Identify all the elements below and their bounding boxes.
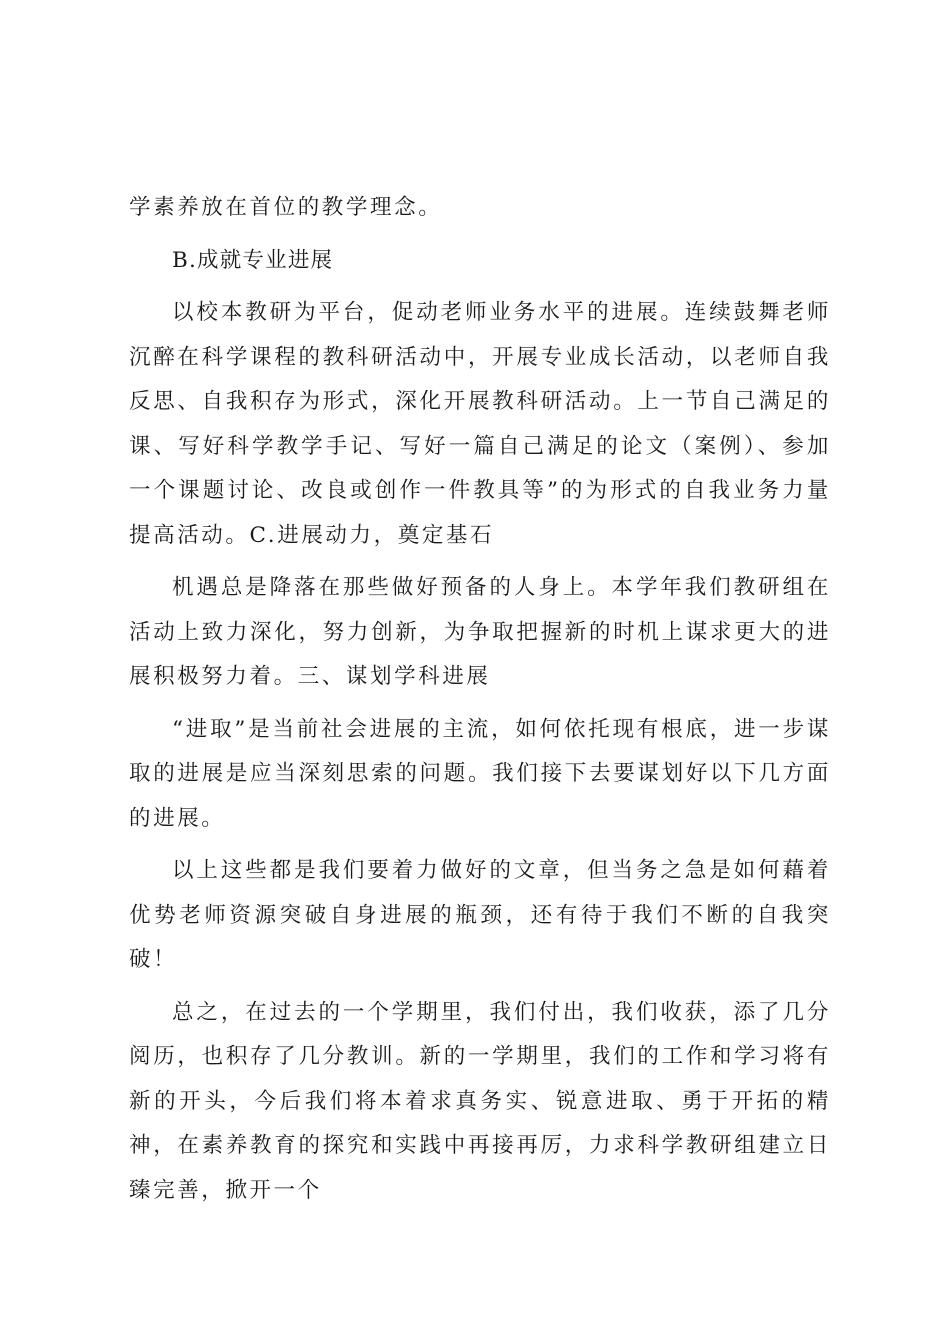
paragraph-summary: 总之，在过去的一个学期里，我们付出，我们收获，添了几分阅历，也积存了几分教训。新的一学期里，我们的工作和学习将有新的开头，今后我们将本着求真务实、锐意进取、勇于开拓的精神，在素养教育的探究和实践中再接再厉，力求科学教研组建立日臻完善，掀开一个 bbox=[129, 999, 831, 1203]
section-heading-b: B.成就专业进展 bbox=[172, 247, 334, 273]
paragraph-opportunity: 机遇总是降落在那些做好预备的人身上。本学年我们教研组在活动上致力深化，努力创新，为争取把握新的时机上谋求更大的进展积极努力着。三、谋划学科进展 bbox=[129, 575, 831, 689]
paragraph-progress: “进取”是当前社会进展的主流，如何依托现有根底，进一步谋取的进展是应当深刻思索的问题。我们接下去要谋划好以下几方面的进展。 bbox=[129, 716, 831, 831]
paragraph-professional-development: 以校本教研为平台，促动老师业务水平的进展。连续鼓舞老师沉醉在科学课程的教科研活动中，开展专业成长活动，以老师自我反思、自我积存为形式，深化开展教科研活动。上一节自己满足的课、写好科学教学手记、写好一篇自己满足的论文（案例）、参加一个课题讨论、改良或创作一件教具等”的为形式的自我业务力量提高活动。C.进展动力，奠定基石 bbox=[129, 300, 831, 548]
document-body bbox=[129, 186, 831, 1221]
paragraph-priority: 以上这些都是我们要着力做好的文章，但当务之急是如何藉着优势老师资源突破自身进展的瓶颈，还有待于我们不断的自我突破！ bbox=[129, 858, 831, 972]
paragraph-continuation: 学素养放在首位的教学理念。 bbox=[129, 195, 443, 220]
